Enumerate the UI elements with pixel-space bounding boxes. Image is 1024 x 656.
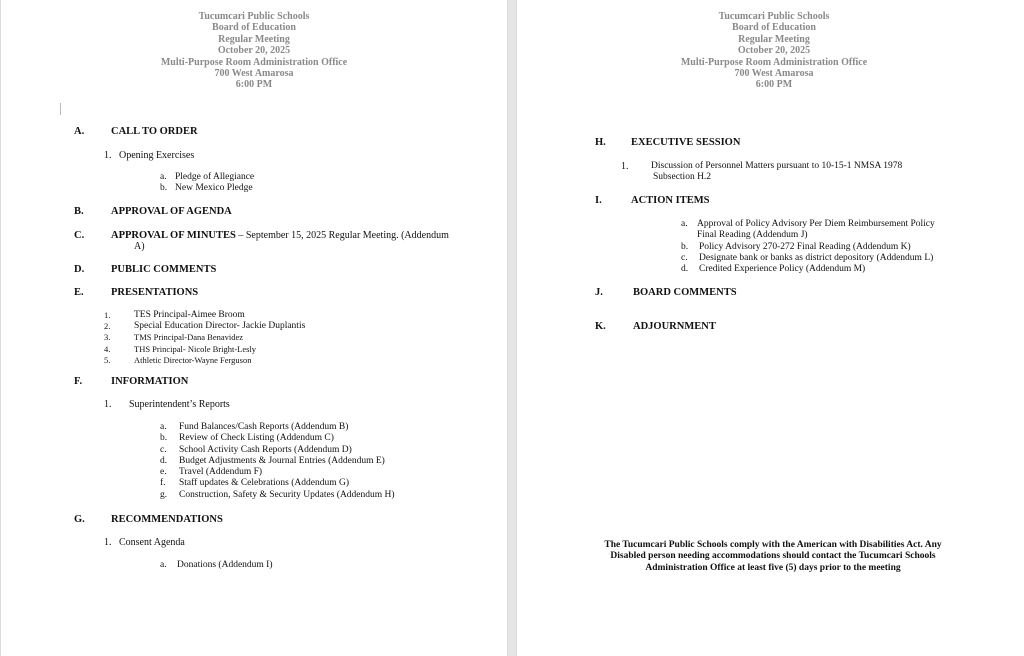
section-letter-i: I. bbox=[595, 195, 602, 206]
header-line: 6:00 PM bbox=[235, 79, 273, 91]
list-item: f. Staff updates & Celebrations (Addendum G) bbox=[160, 478, 349, 489]
section-title-board-comments: BOARD COMMENTS bbox=[633, 287, 737, 298]
list-item: a. Pledge of Allegiance bbox=[160, 172, 255, 182]
section-letter-g: G. bbox=[74, 514, 85, 525]
item-number: 1. bbox=[104, 399, 112, 410]
item-personnel-matters-continued: Subsection H.2 bbox=[653, 172, 712, 182]
call-to-order-sublist bbox=[160, 172, 254, 195]
list-item: b. Review of Check Listing (Addendum C) bbox=[160, 433, 334, 444]
list-item: 3. TMS Principal-Dana Benavidez bbox=[104, 332, 244, 343]
item-opening-exercises: Opening Exercises bbox=[119, 150, 195, 161]
section-title-adjournment: ADJOURNMENT bbox=[633, 321, 716, 332]
meeting-header bbox=[154, 11, 354, 91]
ada-notice: The Tucumcari Public Schools comply with the American with Disabilities Act. Any Disabled person needing accommodations should contact the Tucumcari Schools Administration Office at least five (5) days prior to the meeting bbox=[604, 540, 942, 573]
minutes-detail: – September 15, 2025 Regular Meeting. (Addendum bbox=[235, 230, 449, 241]
section-title-call-to-order: CALL TO ORDER bbox=[111, 126, 198, 137]
header-line: Board of Education bbox=[732, 22, 816, 34]
superintendent-reports-list bbox=[160, 422, 395, 501]
list-item: 5. Athletic Director-Wayne Ferguson bbox=[104, 354, 252, 365]
list-item: g. Construction, Safety & Security Updates (Addendum H) bbox=[160, 489, 395, 500]
item-number: 1. bbox=[104, 537, 112, 548]
list-item: b. New Mexico Pledge bbox=[160, 183, 253, 194]
section-title-information: INFORMATION bbox=[111, 376, 189, 387]
header-line: Tucumcari Public Schools bbox=[718, 11, 830, 22]
section-title-approval-of-minutes: APPROVAL OF MINUTES bbox=[111, 230, 236, 241]
header-line: Board of Education bbox=[212, 22, 296, 34]
section-title-presentations: PRESENTATIONS bbox=[111, 287, 199, 298]
header-line: 700 West Amarosa bbox=[214, 68, 294, 80]
list-item-continued: Final Reading (Addendum J) bbox=[697, 230, 808, 241]
header-line: Multi-Purpose Room Administration Office bbox=[680, 56, 868, 68]
section-title-recommendations: RECOMMENDATIONS bbox=[111, 514, 223, 525]
action-items-list bbox=[681, 219, 935, 275]
section-letter-d: D. bbox=[74, 264, 85, 275]
item-number: 1. bbox=[621, 161, 629, 172]
section-letter-h: H. bbox=[595, 137, 606, 148]
list-item: a. Approval of Policy Advisory Per Diem Reimbursement Policy bbox=[681, 219, 935, 229]
section-title-action-items: ACTION ITEMS bbox=[631, 195, 710, 206]
list-item: c. Designate bank or banks as district depository (Addendum L) bbox=[681, 252, 934, 263]
text-cursor bbox=[60, 103, 61, 115]
document-page-1 bbox=[1, 0, 507, 656]
section-title-approval-of-agenda: APPROVAL OF AGENDA bbox=[111, 206, 232, 217]
list-item: a. Donations (Addendum I) bbox=[160, 560, 273, 570]
section-letter-k: K. bbox=[595, 321, 606, 332]
item-superintendents-reports: Superintendent’s Reports bbox=[129, 399, 230, 410]
section-letter-e: E. bbox=[74, 287, 84, 298]
document-page-2 bbox=[517, 0, 1024, 656]
item-consent-agenda: Consent Agenda bbox=[119, 537, 185, 548]
section-letter-c: C. bbox=[74, 230, 85, 241]
section-title-executive-session: EXECUTIVE SESSION bbox=[631, 137, 741, 148]
section-title-public-comments: PUBLIC COMMENTS bbox=[111, 264, 217, 275]
list-item: d. Budget Adjustments & Journal Entries (Addendum E) bbox=[160, 455, 385, 466]
header-line: Regular Meeting bbox=[218, 33, 290, 45]
list-item: e. Travel (Addendum F) bbox=[160, 467, 263, 478]
item-personnel-matters: Discussion of Personnel Matters pursuant to 10-15-1 NMSA 1978 bbox=[651, 161, 903, 171]
list-item: 4. THS Principal- Nicole Bright-Lesly bbox=[104, 343, 257, 354]
header-line: October 20, 2025 bbox=[737, 45, 811, 57]
list-item: c. School Activity Cash Reports (Addendum D) bbox=[160, 444, 352, 455]
list-item: d. Credited Experience Policy (Addendum M) bbox=[681, 264, 866, 275]
section-letter-j: J. bbox=[595, 287, 603, 298]
section-letter-b: B. bbox=[74, 206, 84, 217]
list-item: b. Policy Advisory 270-272 Final Reading (Addendum K) bbox=[681, 241, 911, 252]
header-line: Tucumcari Public Schools bbox=[198, 11, 310, 22]
list-item: 2. Special Education Director- Jackie Duplantis bbox=[104, 321, 306, 332]
list-item: a. Fund Balances/Cash Reports (Addendum B) bbox=[160, 422, 349, 432]
header-line: Multi-Purpose Room Administration Office bbox=[160, 56, 348, 68]
section-letter-a: A. bbox=[74, 126, 85, 137]
section-minutes-line bbox=[111, 230, 449, 242]
header-line: Regular Meeting bbox=[738, 33, 810, 45]
meeting-header bbox=[674, 11, 874, 91]
minutes-detail-continued: A) bbox=[134, 241, 145, 252]
list-item: 1. TES Principal-Aimee Broom bbox=[104, 310, 245, 320]
presentations-list bbox=[104, 310, 305, 366]
item-number: 1. bbox=[104, 150, 112, 161]
consent-agenda-list bbox=[160, 560, 273, 571]
header-line: 6:00 PM bbox=[755, 79, 793, 91]
header-line: 700 West Amarosa bbox=[734, 68, 814, 80]
section-letter-f: F. bbox=[74, 376, 83, 387]
header-line: October 20, 2025 bbox=[217, 45, 291, 57]
